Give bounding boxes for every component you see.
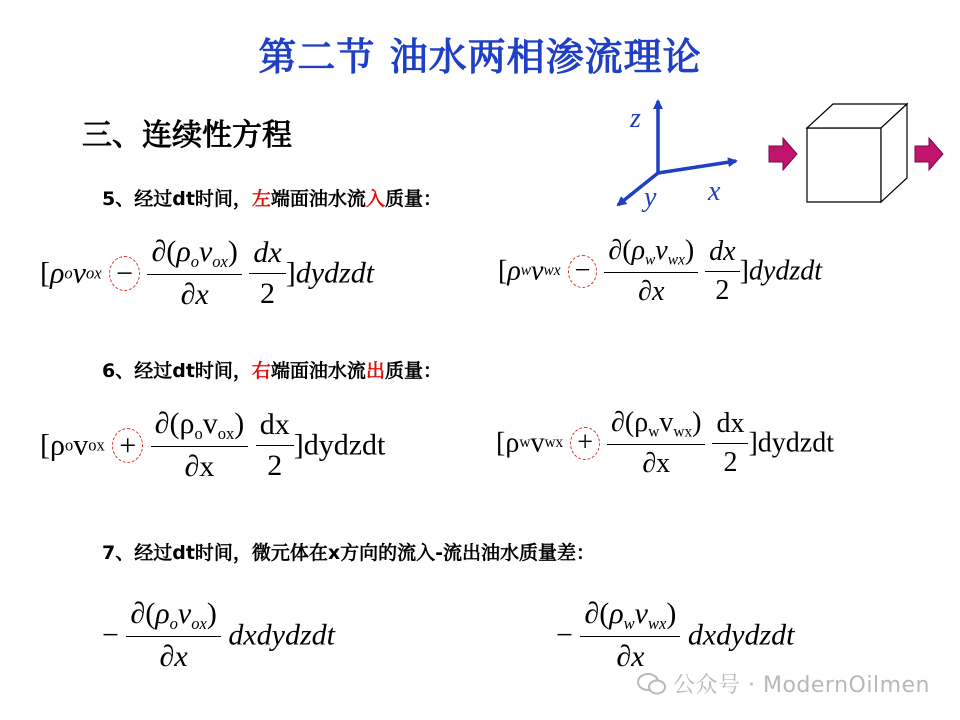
wechat-icon (637, 672, 667, 696)
equation-7-oil: − $\frac{\partial(\rho_ov_{ox})}{\partial x}$ dxdydzdt (102, 597, 335, 673)
cube-diagram (765, 98, 950, 206)
x-axis (658, 161, 736, 173)
section-heading: 三、连续性方程 (82, 118, 292, 153)
equation-5-water: [ρwvwx − $\frac{\partial(\rho_wv_{wx})}{\partial x}$ $\frac{dx}{2}$ ]dydzdt (498, 235, 823, 307)
cube-front (807, 128, 881, 202)
left-arrow-icon (769, 138, 797, 170)
y-axis-label: y (644, 182, 657, 213)
axes-diagram (600, 95, 750, 220)
step-6-heading: 6、经过dt时间，右端面油水流出质量： (102, 360, 442, 382)
right-arrow-icon (915, 138, 943, 170)
step-5-heading: 5、经过dt时间，左端面油水流入质量： (102, 188, 442, 210)
equation-7-water: − $\frac{\partial(\rho_wv_{wx})}{\partial x}$ dxdydzdt (556, 597, 795, 673)
x-axis-label: x (708, 176, 721, 207)
watermark (637, 668, 930, 699)
minus-sign-circled: − (568, 255, 598, 288)
minus-sign-circled: − (109, 256, 140, 291)
plus-sign-circled: + (112, 428, 143, 463)
step-7-heading: 7、经过dt时间，微元体在x方向的流入-流出油水质量差： (102, 542, 596, 564)
equation-6-oil: [ρovox + $\frac{\partial(\rho_ov_{ox})}{\partial x}$ $\frac{dx}{2}$ ]dydzdt (40, 407, 386, 483)
watermark-text: 公众号 · ModernOilmen (673, 673, 930, 698)
z-axis-label: z (630, 103, 641, 134)
equation-5-oil: [ρovox − $\frac{\partial(\rho_ov_{ox})}{\partial x}$ $\frac{dx}{2}$ ]dydzdt (40, 235, 375, 311)
slide-title: 第二节 油水两相渗流理论 (258, 35, 702, 79)
equation-6-water: [ρwvwx + $\frac{\partial(\rho_wv_{wx})}{\partial x}$ $\frac{dx}{2}$ ]dydzdt (496, 407, 835, 479)
plus-sign-circled: + (570, 427, 600, 460)
